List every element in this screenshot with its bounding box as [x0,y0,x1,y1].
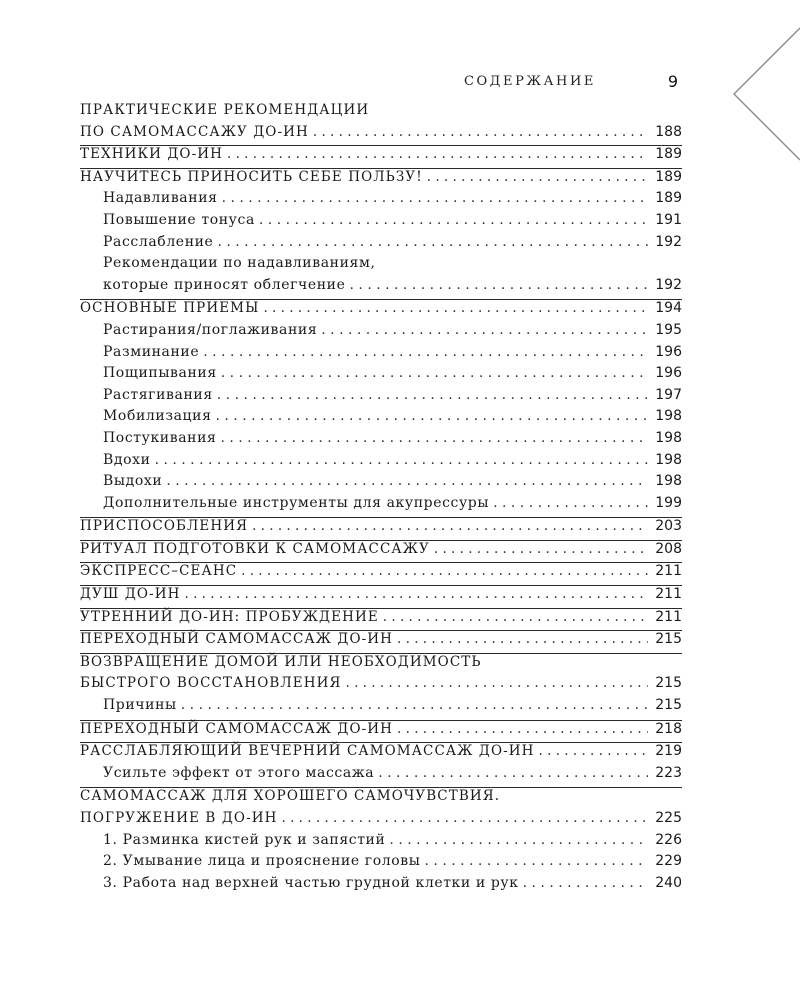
toc-entry [80,586,682,609]
subsection-title: 1. Разминка кистей рук и запястий [103,831,386,848]
toc-chapter[interactable] [80,721,682,743]
chapter-title: ЭКСПРЕСС–СЕАНС [80,563,238,580]
dot-leader [166,473,648,489]
dot-leader [222,190,648,206]
subsection-title: Мобилизация [103,408,212,425]
toc-entry [80,654,682,721]
toc-line [80,675,682,697]
toc-subsection[interactable] [80,697,682,719]
subsection-title: 2. Умывание лица и прояснение головы [103,853,421,870]
page-ref: 215 [655,631,682,648]
toc-line [80,255,682,277]
subsection-title: Постукивания [103,429,217,446]
dot-leader [434,541,648,557]
toc-line [80,344,682,366]
toc-line [80,322,682,344]
page-ref: 218 [655,720,682,737]
toc-line [80,832,682,854]
chapter-title: БЫСТРОГО ВОССТАНОВЛЕНИЯ [80,675,342,692]
page-ref: 198 [655,408,682,425]
toc-line [80,277,682,299]
running-header [464,72,682,94]
toc-subsection[interactable] [80,212,682,234]
page-ref: 219 [655,743,682,760]
chapter-title: РАССЛАБЛЯЮЩИЙ ВЕЧЕРНИЙ САМОМАССАЖ ДО-ИН [80,743,535,760]
toc-subsection[interactable] [80,495,682,517]
toc-entry [80,300,682,518]
toc-line [80,430,682,452]
page-ref: 211 [655,586,682,603]
toc-subsection[interactable] [80,365,682,387]
page-ref: 198 [655,429,682,446]
toc-subsection[interactable] [80,832,682,854]
dot-leader [259,212,648,228]
page-ref: 211 [655,608,682,625]
toc-line [80,788,682,810]
page-ref: 196 [655,343,682,360]
chapter-title: РИТУАЛ ПОДГОТОВКИ К САМОМАССАЖУ [80,540,430,557]
toc-subsection[interactable] [80,875,682,897]
toc-chapter[interactable] [80,654,682,697]
toc-subsection[interactable] [80,190,682,212]
toc-entry [80,609,682,632]
toc-subsection[interactable] [80,765,682,787]
dot-leader [346,675,649,691]
page-ref: 195 [655,321,682,338]
chapter-title: ПОГРУЖЕНИЕ В ДО-ИН [80,810,278,826]
chapter-title: САМОМАССАЖ ДЛЯ ХОРОШЕГО САМОЧУВСТВИЯ. [80,788,501,805]
toc-line [80,169,682,191]
subsection-title: Расслабление [103,233,214,250]
subsection-title: которые приносят облегчение [103,276,346,293]
dot-leader [539,743,648,759]
chapter-title: ОСНОВНЫЕ ПРИЕМЫ [80,300,260,317]
dot-leader [181,697,648,713]
page-ref: 223 [655,764,682,781]
toc-line [80,408,682,430]
dot-leader [321,322,648,338]
dot-leader [397,631,648,647]
toc-entry [80,169,682,301]
chapter-title: ПО САМОМАССАЖУ ДО-ИН [80,123,309,140]
subsection-title: Дополнительные инструменты для акупрессуры [103,494,490,511]
dot-leader [397,721,648,737]
page-ref: 215 [655,697,682,714]
subsection-title: Выдохи [103,473,163,490]
toc-subsection-list [80,190,682,299]
page-ref: 189 [655,168,682,185]
dot-leader [221,365,648,381]
toc-line [80,102,682,124]
dot-leader [523,875,648,891]
dot-leader [378,765,648,781]
dot-leader [252,518,648,534]
dot-leader [389,832,648,848]
toc-line [80,609,682,631]
page-ref: 226 [655,831,682,848]
page-ref: 229 [655,853,682,870]
toc-subsection[interactable] [80,234,682,256]
chapter-title: ПРАКТИЧЕСКИЕ РЕКОМЕНДАЦИИ [80,102,370,118]
toc-line [80,563,682,585]
chapter-title: ПЕРЕХОДНЫЙ САМОМАССАЖ ДО-ИН [80,720,394,737]
dot-leader [184,586,648,602]
page-ref: 198 [655,473,682,490]
toc-line [80,743,682,765]
dot-leader [350,277,648,293]
chapter-title: ПРИСПОСОБЛЕНИЯ [80,518,249,535]
toc-line [80,452,682,474]
toc-line [80,631,682,653]
toc-chapter[interactable] [80,518,682,540]
toc-line [80,473,682,495]
toc-chapter[interactable] [80,563,682,585]
toc-subsection[interactable] [80,408,682,430]
toc-subsection[interactable] [80,344,682,366]
page-ref: 199 [655,494,682,511]
dot-leader [203,344,648,360]
subsection-title: Разминание [103,343,200,360]
toc-chapter[interactable] [80,788,682,831]
page-ref: 197 [655,386,682,403]
toc-chapter[interactable] [80,300,682,322]
subsection-title: Пощипывания [103,365,217,382]
toc-line [80,853,682,875]
toc-chapter[interactable] [80,631,682,653]
toc-line [80,541,682,563]
page-ref: 192 [655,233,682,250]
dot-leader [313,124,648,140]
dot-leader [220,430,648,446]
toc-line [80,810,682,832]
page-ref: 196 [655,365,682,382]
chapter-title: ТЕХНИКИ ДО-ИН [80,146,223,163]
corner-chevron-mark [710,0,800,180]
toc-entry [80,788,682,897]
toc-entry [80,721,682,744]
chapter-title: НАУЧИТЕСЬ ПРИНОСИТЬ СЕБЕ ПОЛЬЗУ! [80,168,423,185]
page-ref: 191 [655,211,682,228]
dot-leader [216,408,649,424]
toc-chapter[interactable] [80,541,682,563]
page-ref: 208 [655,540,682,557]
toc-subsection[interactable] [80,322,682,344]
subsection-title: 3. Работа над верхней частью грудной клетки и рук [103,874,519,891]
page-ref: 192 [655,276,682,293]
chapter-title: УТРЕННИЙ ДО-ИН: ПРОБУЖДЕНИЕ [80,608,379,625]
toc-line [80,654,682,676]
subsection-title: Повышение тонуса [103,211,255,228]
toc-chapter[interactable] [80,169,682,191]
toc-line [80,765,682,787]
subsection-title: Надавливания [103,190,218,207]
toc-chapter[interactable] [80,102,682,145]
toc-subsection-list [80,832,682,898]
toc-subsection[interactable] [80,853,682,875]
toc-subsection[interactable] [80,387,682,409]
toc-line [80,365,682,387]
dot-leader [263,300,648,316]
page-ref: 188 [655,123,682,140]
dot-leader [217,387,648,403]
running-title: СОДЕРЖАНИЕ [464,74,597,89]
page-ref: 225 [655,810,682,826]
toc-line [80,300,682,322]
page-ref: 189 [655,190,682,207]
chapter-title: ВОЗВРАЩЕНИЕ ДОМОЙ ИЛИ НЕОБХОДИМОСТЬ [80,653,482,670]
toc-line [80,146,682,168]
page-number: 9 [667,72,678,91]
chapter-title: ДУШ ДО-ИН [80,586,181,603]
table-of-contents [80,102,682,897]
dot-leader [383,609,648,625]
dot-leader [155,452,648,468]
toc-chapter[interactable] [80,146,682,168]
toc-subsection[interactable] [80,473,682,495]
dot-leader [217,234,648,250]
toc-line [80,212,682,234]
toc-subsection-list [80,322,682,517]
subsection-title: Вдохи [103,451,151,468]
dot-leader [425,853,648,869]
toc-entry [80,563,682,586]
chapter-title: ПЕРЕХОДНЫЙ САМОМАССАЖ ДО-ИН [80,631,394,648]
toc-chapter[interactable] [80,586,682,608]
page-ref: 240 [655,874,682,891]
toc-line [80,190,682,212]
toc-line [80,875,682,897]
toc-line [80,495,682,517]
toc-line [80,124,682,146]
subsection-title: Усильте эффект от этого массажа [103,764,375,781]
toc-entry [80,743,682,788]
toc-entry [80,102,682,146]
dot-leader [282,810,649,826]
page-ref: 203 [655,518,682,535]
page-ref: 211 [655,563,682,580]
toc-line [80,586,682,608]
dot-leader [493,495,648,511]
page-ref: 198 [655,451,682,468]
page-ref: 215 [655,675,682,692]
subsection-title: Растирания/поглаживания [103,321,318,338]
subsection-title: Причины [103,697,177,714]
toc-chapter[interactable] [80,609,682,631]
toc-subsection[interactable] [80,255,682,298]
page-ref: 189 [655,146,682,163]
toc-line [80,721,682,743]
toc-line [80,387,682,409]
toc-subsection[interactable] [80,452,682,474]
subsection-title: Растягивания [103,386,213,403]
page-ref: 194 [655,300,682,317]
toc-entry [80,631,682,654]
toc-line [80,518,682,540]
toc-subsection-list [80,697,682,720]
toc-subsection-list [80,765,682,788]
toc-line [80,697,682,719]
toc-entry [80,541,682,564]
dot-leader [241,563,648,579]
dot-leader [427,169,648,185]
subsection-title: Рекомендации по надавливаниям, [103,255,376,272]
toc-chapter[interactable] [80,743,682,765]
toc-subsection[interactable] [80,430,682,452]
toc-line [80,234,682,256]
toc-entry [80,146,682,169]
dot-leader [227,146,648,162]
toc-entry [80,518,682,541]
